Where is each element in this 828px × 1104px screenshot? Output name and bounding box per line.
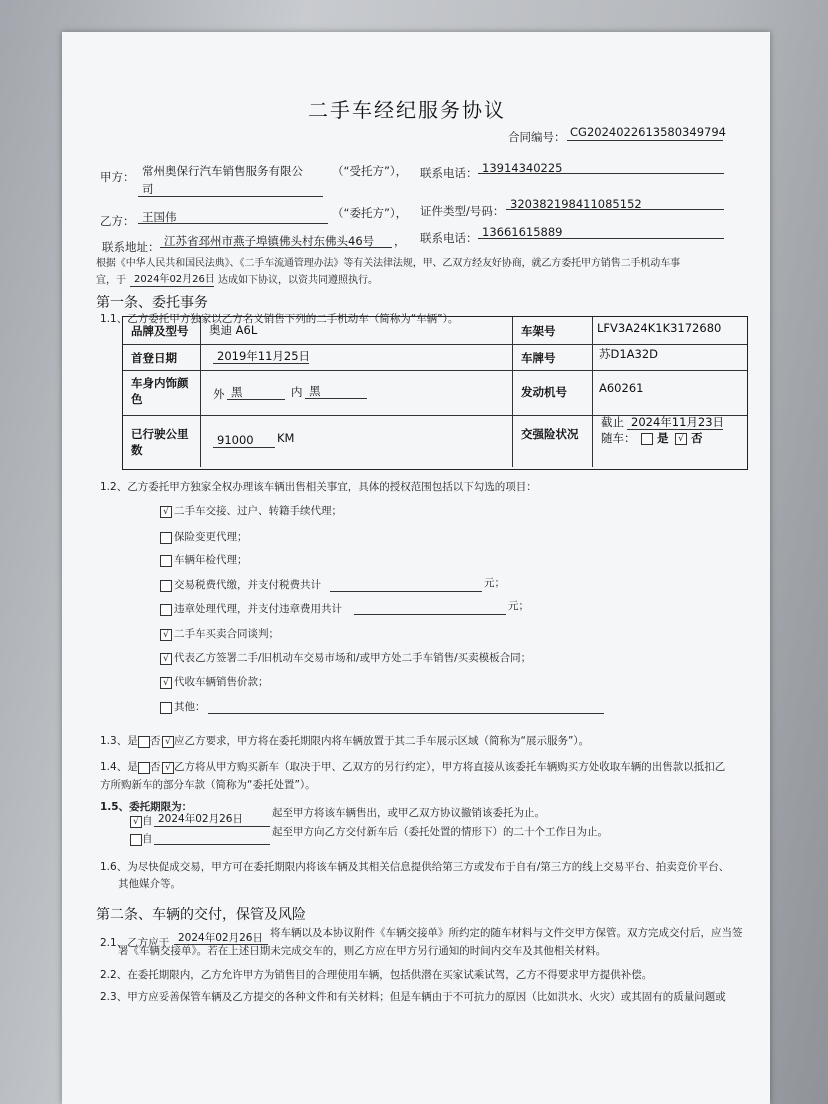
option-violation-suffix: 元； <box>508 600 529 612</box>
term-until-sold-checkbox[interactable]: √ <box>130 816 142 828</box>
party-a-label: 甲方： <box>100 170 135 184</box>
clause-2-1-date: 2024年02月26日 <box>178 932 263 944</box>
engine-label: 发动机号 <box>521 385 567 399</box>
mileage-label-1: 已行驶公里 <box>131 427 189 441</box>
insurance-until-label: 截止 <box>601 415 624 429</box>
article2-heading: 第二条、车辆的交付，保管及风险 <box>96 907 306 923</box>
option-negotiation-checkbox[interactable]: √ <box>160 629 172 641</box>
option-transfer-checkbox[interactable]: √ <box>160 506 172 518</box>
with-car-no-checkbox[interactable]: √ <box>675 433 687 445</box>
party-b-label: 乙方： <box>100 214 135 228</box>
clause-2-1-a: 2.1、乙方应于 <box>100 937 170 949</box>
brand-label: 品牌及型号 <box>131 324 189 338</box>
interior-label: 内 <box>291 385 303 399</box>
party-a-phone-label: 联系电话： <box>420 166 478 180</box>
party-b-address-sep: ， <box>394 234 406 248</box>
engine-value: A60261 <box>599 381 644 395</box>
option-transfer-label: 二手车交接、过户、转籍手续代理； <box>174 505 342 517</box>
party-b-id: 320382198411085152 <box>510 197 642 211</box>
insurance-until-date: 2024年11月23日 <box>631 415 725 429</box>
party-b-phone: 13661615889 <box>482 225 563 239</box>
mileage-value: 91000 <box>217 433 254 447</box>
party-b-address-label: 联系地址： <box>102 240 160 254</box>
option-other-label: 其他： <box>174 701 206 713</box>
display-no-checkbox[interactable]: √ <box>162 736 174 748</box>
party-b-address: 江苏省邳州市燕子埠镇佛头村东佛头46号 <box>164 234 375 248</box>
plate-value: 苏D1A32D <box>599 347 659 361</box>
term-option-1-text: 起至甲方将该车辆售出，或甲乙双方协议撤销该委托为止。 <box>272 807 545 819</box>
party-a-phone: 13914340225 <box>482 161 563 175</box>
option-tax-checkbox[interactable] <box>160 580 172 592</box>
option-collect-payment-checkbox[interactable]: √ <box>160 677 172 689</box>
article1-heading: 第一条、委托事务 <box>96 295 208 311</box>
option-other-checkbox[interactable] <box>160 702 172 714</box>
option-negotiation-label: 二手车买卖合同谈判； <box>174 628 279 640</box>
disposal-yes-checkbox[interactable] <box>138 762 150 774</box>
clause-1-3-a: 1.3、是 <box>100 735 138 747</box>
preamble-line1: 根据《中华人民共和国民法典》、《二手车流通管理办法》等有关法律法规，甲、乙双方经友好协商，就乙方委托甲方销售二手机动车事 <box>96 258 680 269</box>
option-sign-contract-checkbox[interactable]: √ <box>160 653 172 665</box>
party-b-name: 王国伟 <box>142 210 177 224</box>
option-collect-payment-label: 代收车辆销售价款； <box>174 676 269 688</box>
party-b-id-label: 证件类型/号码： <box>420 204 505 218</box>
party-a-name-line2: 司 <box>142 182 154 196</box>
clause-2-3: 2.3、甲方应妥善保管车辆及乙方提交的各种文件和有关材料；但是车辆由于不可抗力的原因（比如洪水、火灾）或其固有的质量问题或 <box>100 991 726 1003</box>
mileage-unit: KM <box>277 431 295 445</box>
term-option-2-text: 起至甲方向乙方交付新车后（委托处置的情形下）的二十个工作日为止。 <box>272 826 608 838</box>
clause-1-4-c: 乙方将从甲方购买新车（取决于甲、乙双方的另行约定），甲方将直接从该委托车辆购买方处收取车辆的出售款以抵扣乙 <box>174 761 726 773</box>
clause-1-4-d: 方所购新车的部分车款（简称为“委托处置”）。 <box>100 779 316 791</box>
clause-1-1: 1.1、乙方委托甲方独家以乙方名义销售下列的二手机动车（简称为“车辆”）。 <box>100 313 459 325</box>
insurance-label: 交强险状况 <box>521 427 579 441</box>
option-sign-contract-label: 代表乙方签署二手/旧机动车交易市场和/或甲方处二手车销售/买卖模板合同； <box>174 652 532 664</box>
clause-2-1-c: 署《车辆交接单》。若在上述日期未完成交车的，则乙方应在甲方另行通知的时间内交车及其他相关材料。 <box>118 945 607 957</box>
party-a-role: （“受托方”）， <box>332 164 408 178</box>
color-label-2: 色 <box>131 392 143 406</box>
option-tax-label: 交易税费代缴，并支付税费共计 <box>174 579 321 591</box>
mileage-label-2: 数 <box>131 443 143 457</box>
option-violation-checkbox[interactable] <box>160 604 172 616</box>
interior-color: 黑 <box>309 384 321 398</box>
preamble-line2-a: 宜，于 <box>96 275 126 286</box>
party-b-phone-label: 联系电话： <box>420 231 478 245</box>
vehicle-info-table <box>122 316 748 470</box>
disposal-no-checkbox[interactable]: √ <box>162 762 174 774</box>
clause-1-4-b: 否 <box>150 761 161 773</box>
option-tax-suffix: 元； <box>484 577 505 589</box>
with-car-yes-checkbox[interactable] <box>641 433 653 445</box>
with-car-no-label: 否 <box>691 431 703 445</box>
clause-1-5-heading: 1.5、委托期限为： <box>100 801 193 813</box>
clause-1-6-line2: 其他媒介等。 <box>118 878 181 890</box>
exterior-color: 黑 <box>231 385 243 399</box>
vin-value: LFV3A24K1K3172680 <box>597 321 722 335</box>
clause-1-2: 1.2、乙方委托甲方独家全权办理该车辆出售相关事宜，具体的授权范围包括以下勾选的项目： <box>100 481 537 493</box>
term-from-label-1: 自 <box>142 815 153 827</box>
clause-1-3-b: 否 <box>150 735 161 747</box>
contract-page <box>62 32 770 1104</box>
with-car-label: 随车： <box>601 431 636 445</box>
clause-1-3-c: 应乙方要求，甲方将在委托期限内将车辆放置于其二手车展示区域（简称为“展示服务”）。 <box>174 735 590 747</box>
clause-1-6-line1: 1.6、为尽快促成交易，甲方可在委托期限内将该车辆及其相关信息提供给第三方或发布于自有/第三方的线上交易平台、拍卖竞价平台、 <box>100 861 730 873</box>
clause-2-2: 2.2、在委托期限内，乙方允许甲方为销售目的合理使用车辆，包括供潜在买家试乘试驾，乙方不得要求甲方提供补偿。 <box>100 969 653 981</box>
vin-label: 车架号 <box>521 324 556 338</box>
party-b-role: （“委托方”）， <box>332 206 408 220</box>
document-title: 二手车经纪服务协议 <box>308 98 506 122</box>
term-start-date: 2024年02月26日 <box>158 813 243 825</box>
reg-date-value: 2019年11月25日 <box>217 349 311 363</box>
display-yes-checkbox[interactable] <box>138 736 150 748</box>
preamble-date: 2024年02月26日 <box>134 274 215 285</box>
color-label-1: 车身内饰颜 <box>131 376 189 390</box>
option-violation-label: 违章处理代理，并支付违章费用共计 <box>174 603 342 615</box>
contract-no-value: CG2024022613580349794 <box>570 125 726 139</box>
preamble-line2-b: 达成如下协议，以资共同遵照执行。 <box>218 275 378 286</box>
contract-no-label: 合同编号： <box>508 130 566 144</box>
term-new-car-checkbox[interactable] <box>130 834 142 846</box>
option-inspection-checkbox[interactable] <box>160 555 172 567</box>
option-insurance-checkbox[interactable] <box>160 532 172 544</box>
clause-1-4-a: 1.4、是 <box>100 761 138 773</box>
with-car-yes-label: 是 <box>657 431 669 445</box>
option-inspection-label: 车辆年检代理； <box>174 554 248 566</box>
reg-date-label: 首登日期 <box>131 351 177 365</box>
option-insurance-label: 保险变更代理； <box>174 531 248 543</box>
party-a-name-line1: 常州奥保行汽车销售服务有限公 <box>142 164 303 178</box>
clause-2-1-b: 将车辆以及本协议附件《车辆交接单》所约定的随车材料与文件交甲方保管。双方完成交付后，应当签 <box>270 927 743 939</box>
plate-label: 车牌号 <box>521 351 556 365</box>
brand-value: 奥迪 A6L <box>209 323 258 337</box>
exterior-label: 外 <box>213 387 225 401</box>
term-from-label-2: 自 <box>142 833 153 845</box>
